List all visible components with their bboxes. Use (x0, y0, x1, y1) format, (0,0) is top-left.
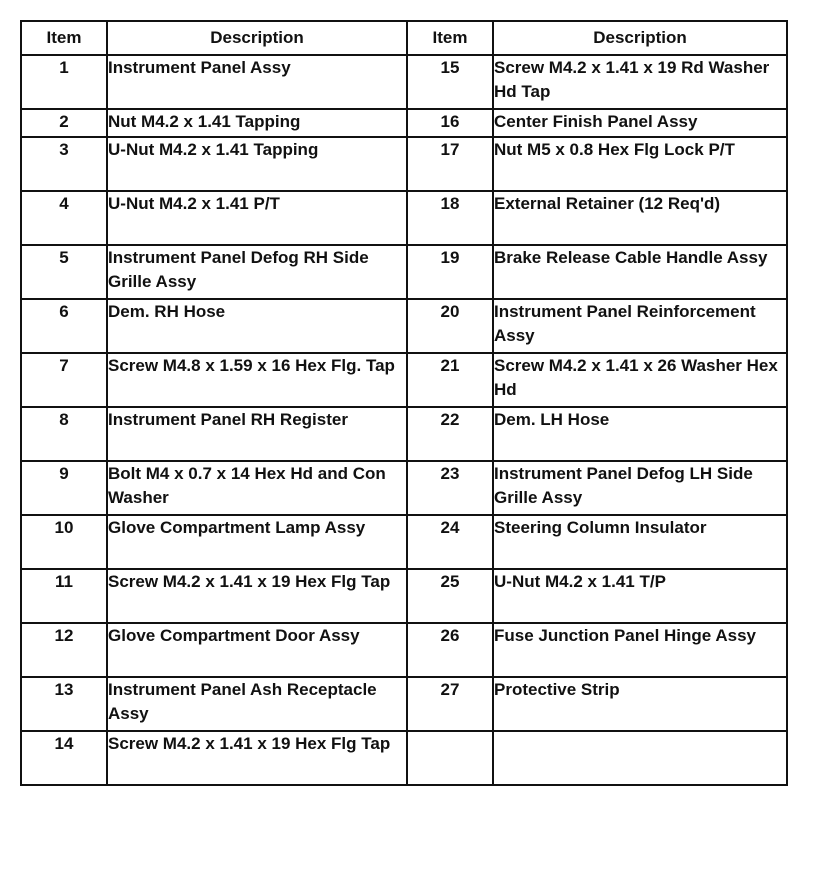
table-row (21, 299, 787, 353)
item-description: Brake Release Cable Handle Assy (493, 245, 787, 299)
item-description: Instrument Panel Assy (107, 55, 407, 109)
item-description: Protective Strip (493, 677, 787, 731)
item-description: Screw M4.2 x 1.41 x 19 Hex Flg Tap (107, 569, 407, 623)
item-description (493, 731, 787, 785)
item-number: 15 (407, 55, 493, 109)
item-description: Steering Column Insulator (493, 515, 787, 569)
table-row (21, 109, 787, 137)
item-number: 3 (21, 137, 107, 191)
item-description: Bolt M4 x 0.7 x 14 Hex Hd and Con Washer (107, 461, 407, 515)
table-row (21, 569, 787, 623)
header-item-left: Item (21, 21, 107, 55)
item-description: Glove Compartment Door Assy (107, 623, 407, 677)
item-description: U-Nut M4.2 x 1.41 Tapping (107, 137, 407, 191)
item-description: Instrument Panel Reinforcement Assy (493, 299, 787, 353)
item-number: 17 (407, 137, 493, 191)
item-number: 6 (21, 299, 107, 353)
item-number: 10 (21, 515, 107, 569)
item-description: Fuse Junction Panel Hinge Assy (493, 623, 787, 677)
item-number: 14 (21, 731, 107, 785)
table-row (21, 245, 787, 299)
item-description: Screw M4.2 x 1.41 x 19 Hex Flg Tap (107, 731, 407, 785)
item-number: 22 (407, 407, 493, 461)
item-description: Nut M5 x 0.8 Hex Flg Lock P/T (493, 137, 787, 191)
header-description-left: Description (107, 21, 407, 55)
header-description-right: Description (493, 21, 787, 55)
table-row (21, 461, 787, 515)
item-number: 12 (21, 623, 107, 677)
item-number: 1 (21, 55, 107, 109)
table-row (21, 191, 787, 245)
item-description: Instrument Panel Defog RH Side Grille Assy (107, 245, 407, 299)
item-number: 25 (407, 569, 493, 623)
header-item-right: Item (407, 21, 493, 55)
item-number: 5 (21, 245, 107, 299)
item-description: Instrument Panel RH Register (107, 407, 407, 461)
item-number: 24 (407, 515, 493, 569)
table-row (21, 353, 787, 407)
item-description: External Retainer (12 Req'd) (493, 191, 787, 245)
item-number: 19 (407, 245, 493, 299)
header-row (21, 21, 787, 55)
table-row (21, 407, 787, 461)
item-description: Dem. LH Hose (493, 407, 787, 461)
item-number: 27 (407, 677, 493, 731)
item-number: 20 (407, 299, 493, 353)
item-description: U-Nut M4.2 x 1.41 P/T (107, 191, 407, 245)
item-description: Nut M4.2 x 1.41 Tapping (107, 109, 407, 137)
item-number: 2 (21, 109, 107, 137)
item-number: 9 (21, 461, 107, 515)
table-row (21, 55, 787, 109)
table-row (21, 623, 787, 677)
item-description: Instrument Panel Defog LH Side Grille Assy (493, 461, 787, 515)
item-description: Glove Compartment Lamp Assy (107, 515, 407, 569)
item-number: 16 (407, 109, 493, 137)
item-description: Screw M4.2 x 1.41 x 26 Washer Hex Hd (493, 353, 787, 407)
item-description: Instrument Panel Ash Receptacle Assy (107, 677, 407, 731)
item-number: 23 (407, 461, 493, 515)
item-number: 21 (407, 353, 493, 407)
item-description: Screw M4.2 x 1.41 x 19 Rd Washer Hd Tap (493, 55, 787, 109)
table-row (21, 731, 787, 785)
item-number: 4 (21, 191, 107, 245)
table-row (21, 515, 787, 569)
item-description: Center Finish Panel Assy (493, 109, 787, 137)
table-row (21, 137, 787, 191)
parts-table (20, 20, 788, 786)
item-number (407, 731, 493, 785)
item-description: Screw M4.8 x 1.59 x 16 Hex Flg. Tap (107, 353, 407, 407)
item-number: 18 (407, 191, 493, 245)
item-description: Dem. RH Hose (107, 299, 407, 353)
item-number: 26 (407, 623, 493, 677)
table-row (21, 677, 787, 731)
item-description: U-Nut M4.2 x 1.41 T/P (493, 569, 787, 623)
item-number: 13 (21, 677, 107, 731)
item-number: 11 (21, 569, 107, 623)
item-number: 7 (21, 353, 107, 407)
item-number: 8 (21, 407, 107, 461)
